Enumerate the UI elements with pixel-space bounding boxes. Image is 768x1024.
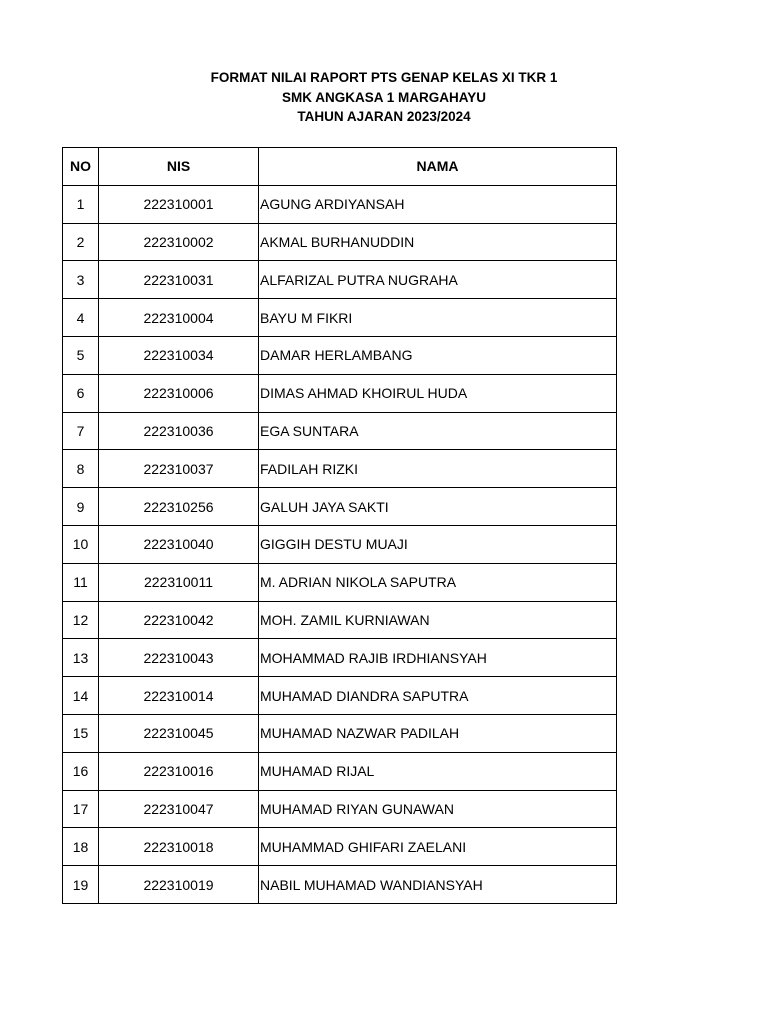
cell-nis: 222310004 [99,299,259,337]
cell-nama: MUHAMAD NAZWAR PADILAH [259,714,617,752]
column-header-nis: NIS [99,148,259,186]
cell-no: 14 [63,677,99,715]
table-row [63,488,617,526]
cell-no: 15 [63,714,99,752]
cell-nis: 222310031 [99,261,259,299]
table-row [63,601,617,639]
cell-nama: MUHAMAD RIYAN GUNAWAN [259,790,617,828]
cell-no: 12 [63,601,99,639]
cell-nama: AKMAL BURHANUDDIN [259,223,617,261]
cell-nama: MOHAMMAD RAJIB IRDHIANSYAH [259,639,617,677]
cell-no: 2 [63,223,99,261]
cell-nis: 222310043 [99,639,259,677]
cell-nis: 222310256 [99,488,259,526]
cell-nis: 222310006 [99,374,259,412]
table-row [63,223,617,261]
cell-nis: 222310002 [99,223,259,261]
cell-nama: MUHAMAD DIANDRA SAPUTRA [259,677,617,715]
table-header-row [63,148,617,186]
cell-nama: BAYU M FIKRI [259,299,617,337]
cell-nis: 222310001 [99,185,259,223]
cell-nis: 222310019 [99,866,259,904]
table-row [63,790,617,828]
cell-nama: GIGGIH DESTU MUAJI [259,525,617,563]
cell-nama: NABIL MUHAMAD WANDIANSYAH [259,866,617,904]
academic-year: TAHUN AJARAN 2023/2024 [297,109,471,124]
cell-nama: FADILAH RIZKI [259,450,617,488]
table-row [63,639,617,677]
table-row [63,714,617,752]
cell-nis: 222310047 [99,790,259,828]
cell-nis: 222310011 [99,563,259,601]
cell-nis: 222310034 [99,336,259,374]
cell-nama: MUHAMMAD GHIFARI ZAELANI [259,828,617,866]
table-row [63,374,617,412]
table-row [63,752,617,790]
cell-no: 1 [63,185,99,223]
table-row [63,828,617,866]
table-row [63,525,617,563]
cell-no: 6 [63,374,99,412]
cell-nis: 222310018 [99,828,259,866]
table-row [63,261,617,299]
table-body [63,185,617,903]
cell-nama: EGA SUNTARA [259,412,617,450]
cell-nis: 222310045 [99,714,259,752]
cell-no: 17 [63,790,99,828]
cell-no: 18 [63,828,99,866]
cell-no: 8 [63,450,99,488]
cell-nama: MOH. ZAMIL KURNIAWAN [259,601,617,639]
document-header [0,68,768,127]
table-row [63,450,617,488]
cell-no: 4 [63,299,99,337]
cell-nis: 222310036 [99,412,259,450]
cell-nama: ALFARIZAL PUTRA NUGRAHA [259,261,617,299]
cell-nis: 222310014 [99,677,259,715]
cell-nis: 222310042 [99,601,259,639]
column-header-no: NO [63,148,99,186]
cell-no: 9 [63,488,99,526]
cell-nis: 222310016 [99,752,259,790]
cell-nis: 222310040 [99,525,259,563]
cell-no: 10 [63,525,99,563]
table-row [63,412,617,450]
cell-nis: 222310037 [99,450,259,488]
table-row [63,677,617,715]
cell-no: 13 [63,639,99,677]
cell-nama: M. ADRIAN NIKOLA SAPUTRA [259,563,617,601]
column-header-nama: NAMA [259,148,617,186]
cell-no: 16 [63,752,99,790]
table-row [63,336,617,374]
document-title: FORMAT NILAI RAPORT PTS GENAP KELAS XI TKR 1 [210,70,558,85]
cell-no: 11 [63,563,99,601]
cell-nama: DIMAS AHMAD KHOIRUL HUDA [259,374,617,412]
student-table [62,147,617,904]
cell-no: 19 [63,866,99,904]
cell-nama: AGUNG ARDIYANSAH [259,185,617,223]
table-row [63,299,617,337]
table-row [63,563,617,601]
cell-no: 3 [63,261,99,299]
cell-no: 7 [63,412,99,450]
cell-nama: DAMAR HERLAMBANG [259,336,617,374]
school-name: SMK ANGKASA 1 MARGAHAYU [281,89,487,105]
table-row [63,185,617,223]
cell-no: 5 [63,336,99,374]
cell-nama: MUHAMAD RIJAL [259,752,617,790]
table-row [63,866,617,904]
cell-nama: GALUH JAYA SAKTI [259,488,617,526]
